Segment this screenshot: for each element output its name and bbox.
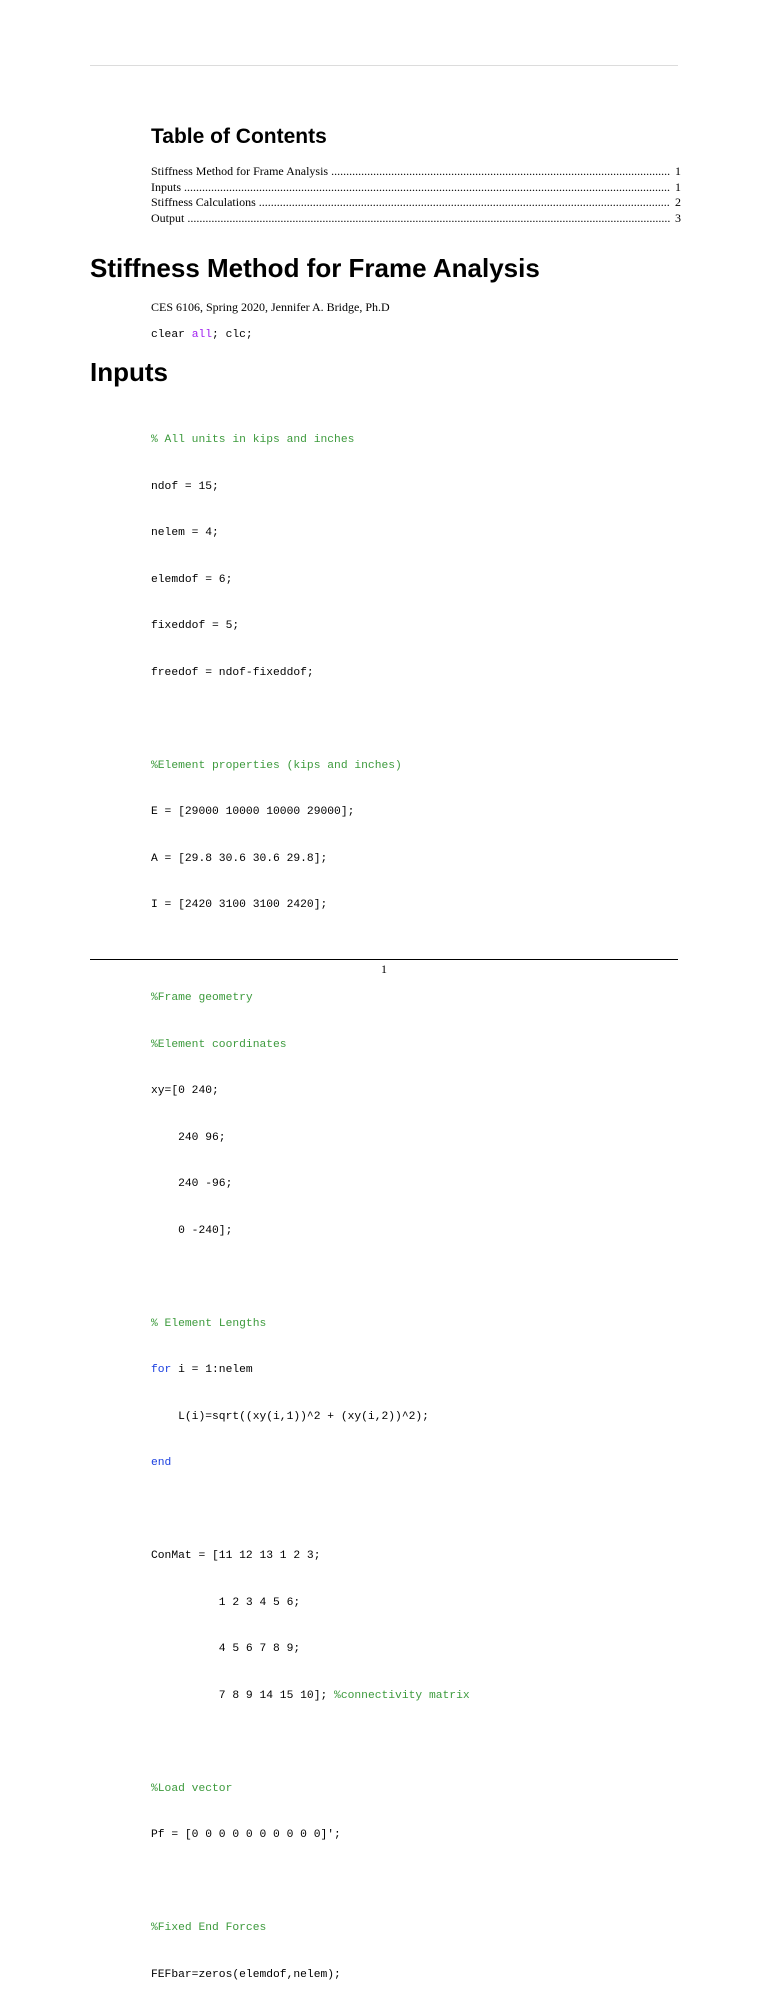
toc-entry[interactable] — [151, 195, 681, 211]
code-comment: %Element properties (kips and inches) — [151, 759, 402, 772]
byline: CES 6106, Spring 2020, Jennifer A. Bridge, Ph.D — [151, 300, 390, 314]
code-line: FEFbar=zeros(elemdof,nelem); — [151, 1968, 341, 1981]
code-text: i = 1:nelem — [171, 1364, 253, 1376]
code-line: 1 2 3 4 5 6; — [151, 1596, 301, 1609]
page-number: 1 — [381, 962, 387, 976]
toc-entry[interactable] — [151, 164, 681, 180]
code-blank — [151, 1875, 470, 1891]
code-line: nelem = 4; — [151, 527, 219, 539]
toc-leader-dots — [331, 164, 670, 180]
code-blank — [151, 1735, 470, 1751]
code-line: 0 -240]; — [151, 1224, 233, 1237]
code-line: L(i)=sqrt((xy(i,1))^2 + (xy(i,2))^2); — [151, 1410, 429, 1423]
code-comment: %Element coordinates — [151, 1038, 287, 1051]
code-line: fixeddof = 5; — [151, 620, 240, 632]
code-line: freedof = ndof-fixeddof; — [151, 666, 314, 679]
code-line: ndof = 15; — [151, 480, 219, 493]
code-text: ; clc; — [212, 329, 253, 341]
code-line-for — [151, 1363, 470, 1379]
toc-entry-label[interactable]: Inputs — [151, 179, 181, 194]
code-comment: %connectivity matrix — [334, 1689, 470, 1702]
code-comment: %Load vector — [151, 1782, 233, 1795]
code-text: 7 8 9 14 15 10]; — [151, 1689, 335, 1702]
code-keyword: end — [151, 1457, 172, 1469]
code-line: 240 96; — [151, 1131, 226, 1144]
code-line: xy=[0 240; — [151, 1085, 219, 1097]
code-comment: % All units in kips and inches — [151, 434, 355, 446]
code-line-conmat — [151, 1689, 470, 1705]
code-blank — [151, 1270, 470, 1286]
code-line: A = [29.8 30.6 30.6 29.8]; — [151, 852, 328, 865]
code-comment: % Element Lengths — [151, 1317, 267, 1330]
toc-leader-dots — [259, 195, 670, 211]
code-line: 240 -96; — [151, 1178, 233, 1190]
code-line: I = [2420 3100 3100 2420]; — [151, 899, 328, 911]
code-blank — [151, 1503, 470, 1519]
section-heading-stiffness: Stiffness Method for Frame Analysis — [90, 253, 540, 283]
code-text: clear — [151, 329, 192, 341]
toc-entry-label[interactable]: Output — [151, 210, 185, 225]
code-line: E = [29000 10000 10000 29000]; — [151, 806, 355, 818]
code-blank — [151, 712, 470, 728]
toc-entry-page: 1 — [675, 164, 681, 178]
code-blank — [151, 945, 470, 961]
code-keyword: for — [151, 1364, 172, 1376]
toc-entry-label[interactable]: Stiffness Method for Frame Analysis — [151, 164, 329, 178]
code-comment: %Frame geometry — [151, 992, 253, 1004]
footer-rule — [90, 959, 678, 960]
code-string: all — [191, 329, 213, 341]
toc-entry[interactable] — [151, 211, 681, 227]
code-line: 4 5 6 7 8 9; — [151, 1643, 301, 1655]
code-comment: %Fixed End Forces — [151, 1922, 267, 1934]
toc-entry[interactable] — [151, 180, 681, 196]
code-line: elemdof = 6; — [151, 573, 233, 586]
table-of-contents — [151, 164, 681, 226]
toc-leader-dots — [184, 180, 670, 196]
code-block-inputs — [151, 402, 470, 1999]
code-line: Pf = [0 0 0 0 0 0 0 0 0 0]'; — [151, 1829, 341, 1841]
code-block-clear — [151, 328, 253, 344]
toc-entry-label[interactable]: Stiffness Calculations — [151, 195, 256, 209]
toc-entry-page: 3 — [675, 210, 681, 225]
code-line: ConMat = [11 12 13 1 2 3; — [151, 1550, 321, 1562]
toc-leader-dots — [187, 211, 670, 227]
section-heading-inputs: Inputs — [90, 357, 168, 387]
toc-title: Table of Contents — [151, 125, 327, 148]
toc-entry-page: 1 — [675, 179, 681, 194]
toc-entry-page: 2 — [675, 195, 681, 209]
header-rule — [90, 65, 678, 66]
